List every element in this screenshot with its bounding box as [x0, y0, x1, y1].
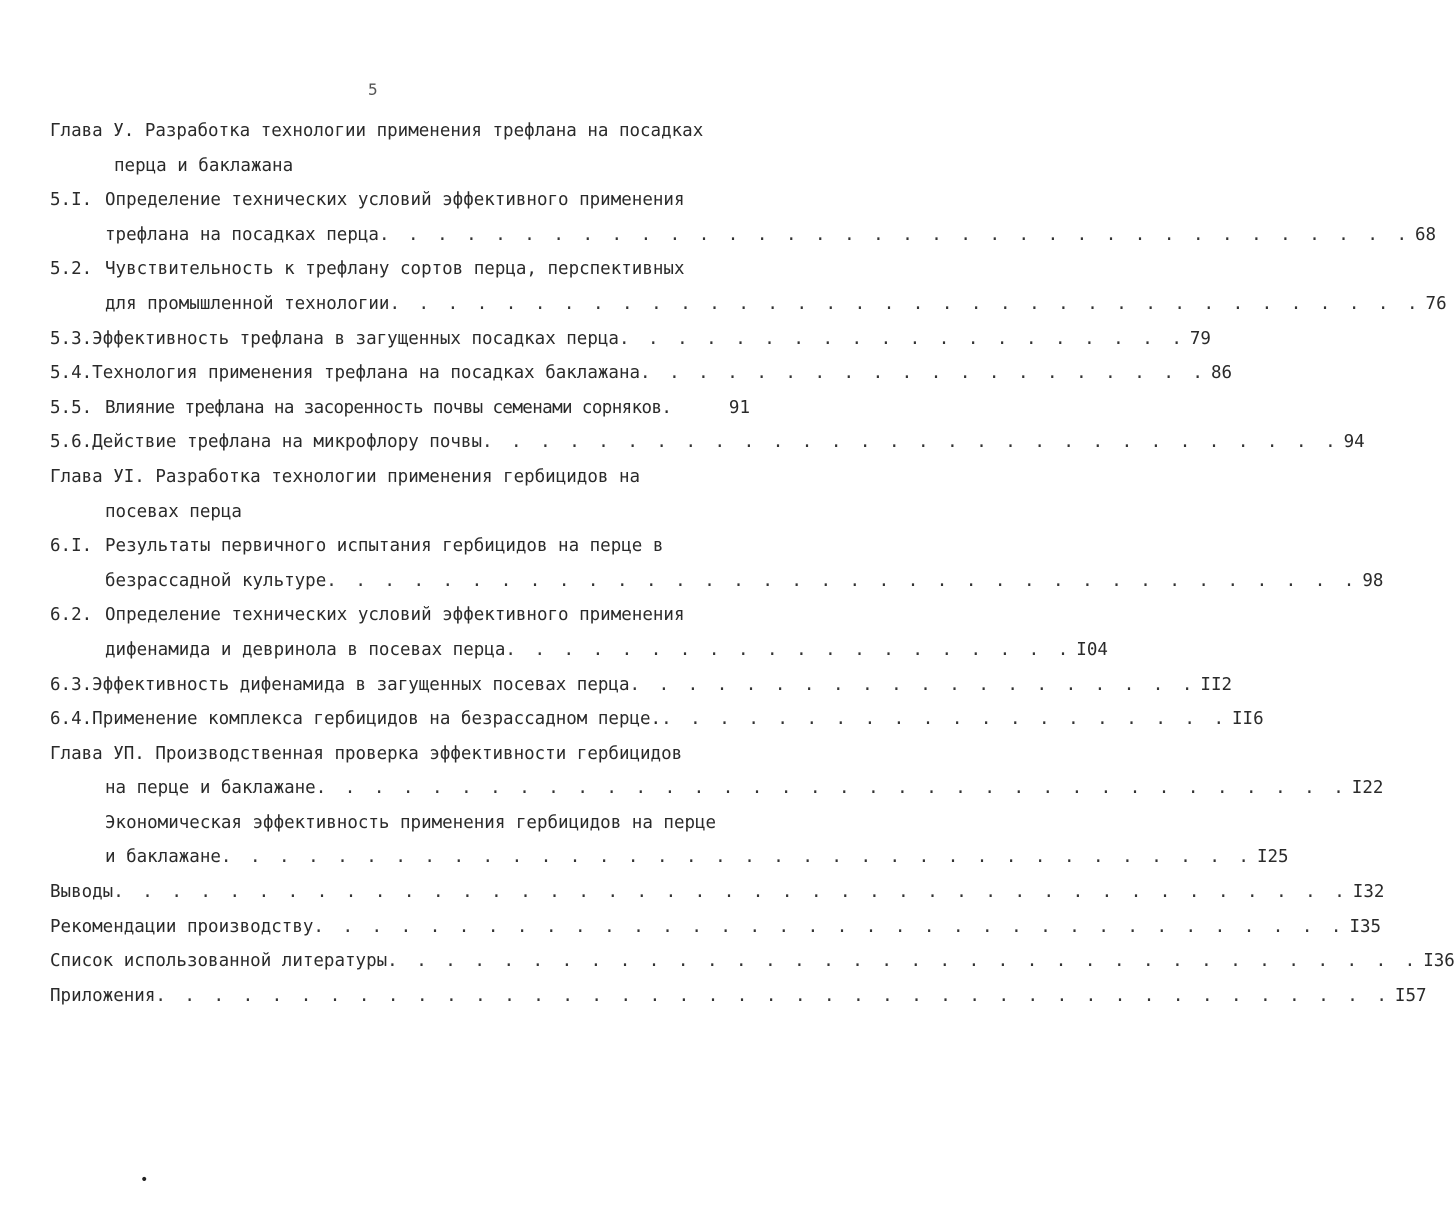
page-ref: I57 — [1394, 985, 1427, 1006]
toc-entry-5-6 — [50, 425, 1365, 460]
page-ref: 79 — [1189, 328, 1211, 349]
toc-chapter-7-title — [50, 737, 750, 772]
toc-text: трефлана на посадках перца — [105, 224, 379, 245]
page-ref: 91 — [728, 397, 750, 418]
toc-text: Список использованной литературы — [50, 951, 388, 972]
toc-text: Определение технических условий эффективного применения — [105, 190, 685, 211]
toc-text: Определение технических условий эффективного применения — [105, 605, 685, 626]
dot-leader: . . . . . . . . . . . . . . . . . . . . . . . . . . . . . . . . . . . . . . . . . . . — [113, 882, 1349, 903]
dot-leader: . . . . . . . . . . . . . . . . . . . . — [640, 363, 1207, 384]
toc-text: Результаты первичного испытания гербицидов на перце в — [105, 536, 664, 557]
toc-text: для промышленной технологии — [105, 293, 390, 314]
toc-text: Глава У. Разработка технологии применения трефлана на посадках — [50, 121, 704, 141]
page-ref: I25 — [1256, 847, 1289, 868]
dot-leader: . . . . . . . . . . . . . . . . . . . . . . . . . . . . . . . . . . . . . . . . . . . — [155, 985, 1391, 1006]
toc-text: Чувствительность к трефлану сортов перца, перспективных — [105, 259, 685, 280]
toc-chapter-6-title — [50, 460, 750, 495]
section-number: 5.I. — [50, 190, 93, 211]
page-ref: I35 — [1349, 916, 1382, 937]
toc-chapter-7-title-cont — [50, 771, 1384, 806]
toc-entry-6-2-cont — [50, 633, 1108, 668]
toc-entry-5-5 — [50, 391, 750, 426]
toc-entry-6-1 — [50, 529, 750, 564]
toc-text: Экономическая эффективность применения гербицидов на перце — [105, 812, 717, 833]
toc-text: Приложения — [50, 985, 156, 1006]
section-number: 6.4. — [50, 709, 93, 730]
toc-text: Глава УП. Производственная проверка эффективности гербицидов — [50, 743, 683, 764]
section-number: 5.6. — [50, 432, 93, 453]
section-number: 5.2. — [50, 259, 93, 280]
toc-entry-6-2 — [50, 598, 750, 633]
toc-text: Выводы — [50, 882, 114, 903]
page-ref: I36 — [1423, 951, 1455, 972]
toc-text: Действие трефлана на микрофлору почвы — [92, 432, 482, 453]
page-ref: II6 — [1232, 709, 1264, 730]
toc-text: посевах перца — [105, 501, 242, 522]
dot-leader: . . . . . . . . . . . . . . . . . . . . . . . . . . . . . . . . . . . . — [220, 847, 1253, 868]
page-ref: I32 — [1352, 882, 1385, 903]
toc-text: Технология применения трефлана на посадках баклажана — [92, 363, 641, 384]
dot-leader — [671, 391, 725, 426]
toc-entry-5-2 — [50, 252, 750, 287]
section-number: 6.2. — [50, 605, 93, 626]
toc-recommendations — [50, 910, 1382, 945]
toc-entry-5-2-cont — [50, 287, 1447, 322]
toc-chapter-5-title-cont — [50, 149, 750, 184]
toc-text: Глава УI. Разработка технологии применения гербицидов на — [50, 466, 641, 487]
dot-leader: . . . . . . . . . . . . . . . . . . . . . . . . . . . . . . . . . . . . — [326, 570, 1359, 591]
dot-leader: . . . . . . . . . . . . . . . . . . . . . . . . . . . . . . — [481, 432, 1340, 453]
dot-leader: . . . . . . . . . . . . . . . . . . . . . . . . . . . . . . . . . . . . — [389, 293, 1422, 314]
toc-economic-efficiency-cont — [50, 840, 1289, 875]
toc-entry-5-1 — [50, 183, 750, 218]
dot-leader: . . . . . . . . . . . . . . . . . . . . — [618, 328, 1186, 349]
dot-leader: . . . . . . . . . . . . . . . . . . . . . . . . . . . . . . . . . . . . — [387, 951, 1420, 972]
page-number: 5 — [368, 80, 378, 99]
toc-text: безрассадной культуре — [105, 570, 327, 591]
toc-economic-efficiency — [50, 806, 750, 841]
page-ref: I04 — [1076, 639, 1108, 660]
page-ref: 98 — [1362, 570, 1384, 591]
toc-text: перца и баклажана — [114, 155, 294, 176]
dot-leader: . . . . . . . . . . . . . . . . . . . . . . . . . . . . . . . . . . . . — [313, 916, 1346, 937]
toc-chapter-6-title-cont — [50, 495, 750, 530]
dot-leader: . . . . . . . . . . . . . . . . . . . . . . . . . . . . . . . . . . . . — [378, 224, 1411, 245]
toc-text: дифенамида и девринола в посевах перца — [105, 639, 506, 660]
page-ref: 94 — [1343, 432, 1365, 453]
toc-chapter-5-title — [50, 114, 750, 149]
toc-entry-6-1-cont — [50, 564, 1384, 599]
dot-leader: . . . . . . . . . . . . . . . . . . . . — [629, 674, 1197, 695]
toc-text: Эффективность трефлана в загущенных посадках перца — [92, 328, 619, 349]
toc-entry-5-3 — [50, 322, 1211, 357]
section-number: 5.5. — [50, 397, 93, 418]
toc-text: Рекомендации производству — [50, 916, 314, 937]
toc-text: Эффективность дифенамида в загущенных посевах перца — [92, 674, 630, 695]
page-ref: I22 — [1351, 778, 1384, 799]
page-ref: 86 — [1210, 363, 1233, 384]
toc-text: на перце и баклажане — [105, 778, 316, 799]
toc-entry-6-3 — [50, 668, 1233, 703]
page-ref: 76 — [1425, 293, 1447, 314]
dot-leader: . . . . . . . . . . . . . . . . . . . . — [661, 709, 1229, 730]
page-ref: 68 — [1415, 224, 1437, 245]
section-number: 5.3. — [50, 328, 93, 349]
toc-conclusions — [50, 875, 1385, 910]
section-number: 6.I. — [50, 536, 93, 557]
toc-text: и баклажане — [105, 847, 221, 868]
toc-entry-6-4 — [50, 702, 1264, 737]
page-ref: II2 — [1200, 674, 1233, 695]
section-number: 5.4. — [50, 363, 93, 384]
dot-leader: . . . . . . . . . . . . . . . . . . . . — [505, 639, 1073, 660]
toc-appendices — [50, 979, 1427, 1014]
toc-references — [50, 944, 1455, 979]
dot-leader: . . . . . . . . . . . . . . . . . . . . . . . . . . . . . . . . . . . . — [315, 778, 1348, 799]
table-of-contents — [50, 114, 1455, 1013]
toc-text: Применение комплекса гербицидов на безрассадном перце. — [92, 709, 662, 730]
toc-entry-5-1-cont — [50, 218, 1437, 253]
toc-text: Влияние трефлана на засоренность почвы семенами сорняков. — [105, 397, 672, 418]
toc-entry-5-4 — [50, 356, 1233, 391]
scan-speck-mark: • — [140, 1172, 149, 1188]
section-number: 6.3. — [50, 674, 93, 695]
